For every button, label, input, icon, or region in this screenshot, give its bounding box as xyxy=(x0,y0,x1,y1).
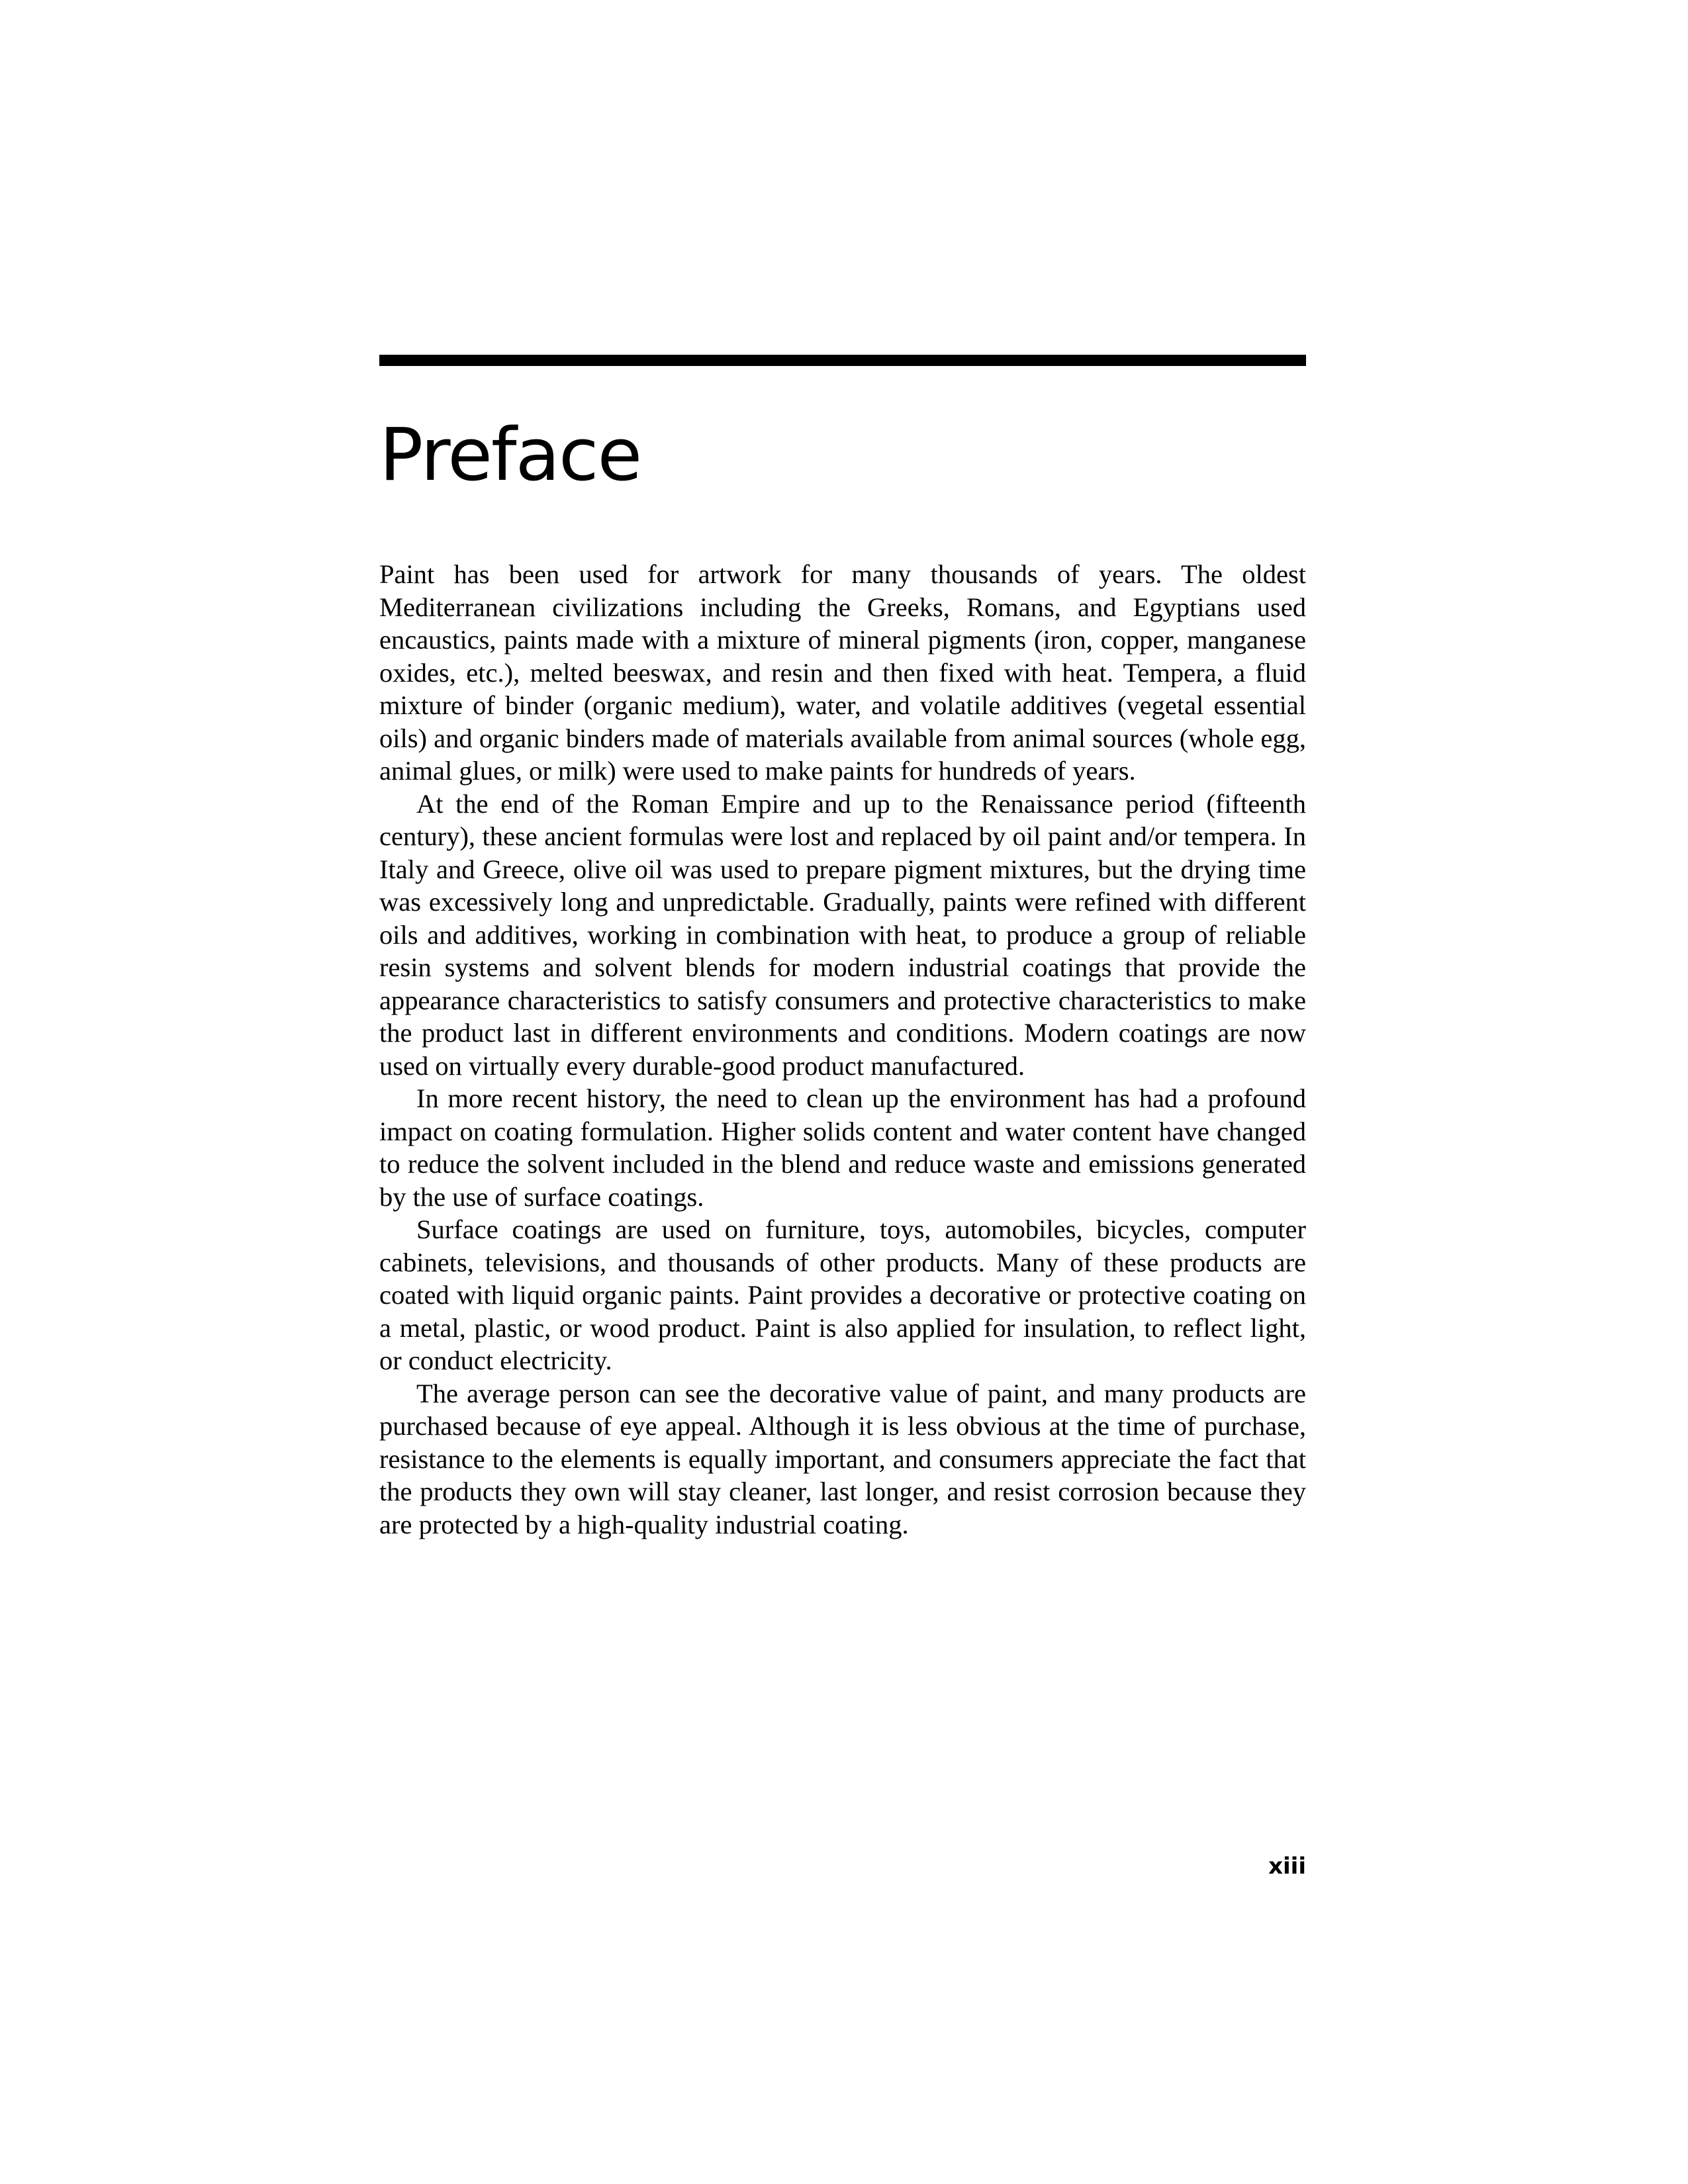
paragraph-4: Surface coatings are used on furniture, toys, automobiles, bicycles, computer cabinets, televisions, and thousands of other products. Many of these products are coated with liquid organic paints. Paint provides a decorative or protective coating on a metal, plastic, or wood product. Paint is also applied for insulation, to reflect light, or conduct electricity. xyxy=(379,1214,1306,1375)
paragraph-5: The average person can see the decorative value of paint, and many products are purchased because of eye appeal. Although it is less obvious at the time of purchase, resistance to the elements is equally important, and consumers appreciate the fact that the products they own will stay cleaner, last longer, and resist corrosion because they are protected by a high-quality industrial coating. xyxy=(379,1378,1306,1539)
chapter-title: Preface xyxy=(379,412,641,497)
chapter-heading-rule xyxy=(379,355,1306,366)
page-number: xiii xyxy=(1268,1853,1306,1880)
paragraph-2: At the end of the Roman Empire and up to the Renaissance period (fifteenth century), these ancient formulas were lost and replaced by oil paint and/or tempera. In Italy and Greece, olive oil was used to prepare pigment mixtures, but the drying time was excessively long and unpredictable. Gradually, paints were refined with different oils and additives, working in combination with heat, to produce a group of reliable resin systems and solvent blends for modern industrial coatings that provide the appearance characteristics to satisfy consumers and protective characteristics to make the product last in different environments and conditions. Modern coatings are now used on virtually every durable-good product manufactured. xyxy=(379,788,1306,1081)
paragraph-3: In more recent history, the need to clean up the environment has had a profound impact on coating formulation. Higher solids content and water content have changed to reduce the solvent included in the blend and reduce waste and emissions generated by the use of surface coatings. xyxy=(379,1083,1306,1212)
paragraph-1: Paint has been used for artwork for many thousands of years. The oldest Mediterranean civilizations including the Greeks, Romans, and Egyptians used encaustics, paints made with a mixture of mineral pigments (iron, copper, manganese oxides, etc.), melted beeswax, and resin and then fixed with heat. Tempera, a fluid mixture of binder (organic medium), water, and volatile additives (vegetal essential oils) and organic binders made of materials available from animal sources (whole egg, animal glues, or milk) were used to make paints for hundreds of years. xyxy=(379,559,1306,786)
preface-body xyxy=(379,558,1306,1541)
